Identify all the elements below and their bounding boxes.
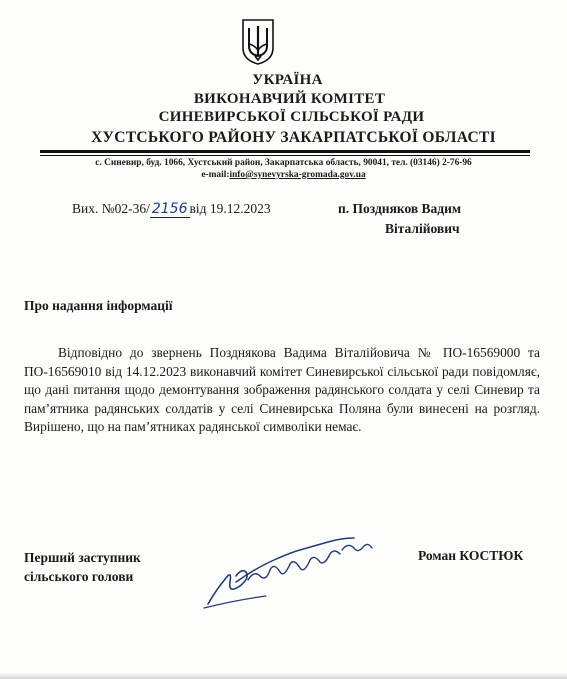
- signer-name: Роман КОСТЮК: [418, 548, 524, 563]
- letterhead-country: УКРАЇНА: [252, 72, 323, 88]
- handwritten-number: 2156: [151, 201, 188, 217]
- addressee-line1: п. Поздняков Вадим: [338, 201, 462, 216]
- letter-body: Відповідно до звернень Позднякова Вадима Віталійовича № ПО-16569000 та ПО-16569010 від 14.12.2023 виконавчий комітет Синевирської сільської ради повідомляє, що дані питання щодо демонтування зображення радянського солдата у селі Синевир та пам’ятника радянських солдатів у селі Синевирська Поляна були винесені на розгляд. Вирішено, що на пам’ятниках радянської символіки немає.: [24, 345, 540, 434]
- email-link[interactable]: info@synevyrska-gromada.gov.ua: [229, 170, 366, 180]
- letterhead-district: ХУСТСЬКОГО РАЙОНУ ЗАКАРПАТСЬКОЇ ОБЛАСТІ: [91, 129, 496, 146]
- letterhead-committee: ВИКОНАВЧИЙ КОМІТЕТ: [193, 91, 386, 107]
- addressee-line2: Віталійович: [385, 221, 460, 236]
- letterhead-council: СИНЕВИРСЬКОЇ СІЛЬСЬКОЇ РАДИ: [158, 109, 425, 125]
- addressee-block: [338, 199, 461, 239]
- letter-subject: Про надання інформації: [24, 298, 173, 313]
- letterhead-divider-thin: [40, 155, 530, 156]
- handwritten-signature: [196, 520, 386, 610]
- signer-title: [24, 548, 141, 586]
- outgoing-number: [72, 201, 271, 217]
- trident-emblem-icon: [241, 18, 275, 66]
- signer-title-line1: Перший заступник: [24, 550, 141, 565]
- letterhead-contacts: [0, 157, 567, 181]
- letterhead-divider-thick: [40, 150, 530, 153]
- letterhead-email-line: [0, 169, 567, 181]
- letterhead-address: с. Синевир, буд. 1066, Хустський район, Закарпатська область, 90041, тел. (03146) 2-76-96: [95, 158, 472, 168]
- email-prefix: e-mail:: [201, 170, 230, 180]
- page-bottom-edge: [0, 672, 567, 679]
- outgoing-prefix: Вих. №02-36/: [72, 201, 150, 216]
- outgoing-date: від 19.12.2023: [189, 201, 271, 216]
- signer-title-line2: сільського голови: [24, 569, 134, 584]
